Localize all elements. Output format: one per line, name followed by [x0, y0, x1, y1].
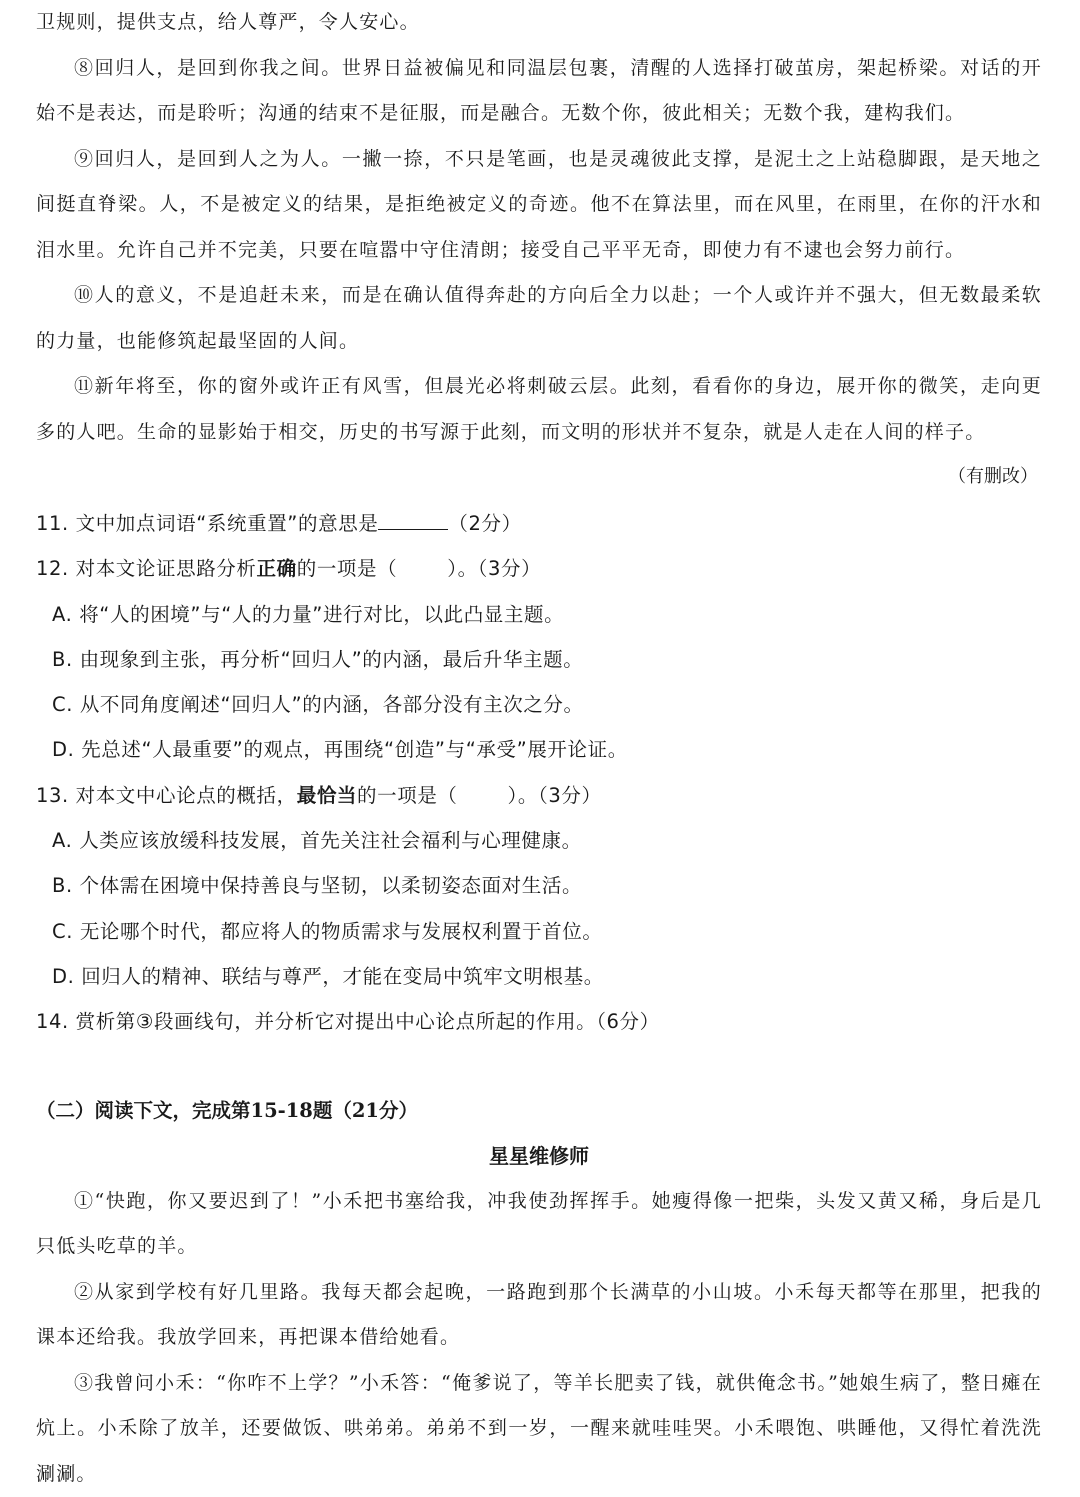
paragraph-7-end: 卫规则，提供支点，给人尊严，令人安心。 — [36, 11, 420, 33]
option-d: D. 回归人的精神、联结与尊严，才能在变局中筑牢文明根基。 — [52, 964, 604, 988]
paragraph-8: ⑧回归人，是回到你我之间。世界日益被偏见和同温层包裹，清醒的人选择打破茧房，架起桥梁。对话的开始不是表达，而是聆听；沟通的结束不是征服，而是融合。无数个你，彼此相关；无数个我，建构我们。 — [36, 56, 1042, 124]
story-title: 星星维修师 — [489, 1143, 589, 1168]
question-11-text: 11. 文中加点词语“系统重置”的意思是 — [36, 512, 379, 535]
option-c: C. 无论哪个时代，都应将人的物质需求与发展权利置于首位。 — [52, 919, 603, 943]
emphasis-word: 最恰当 — [296, 783, 358, 807]
question-11-score: （2分） — [448, 512, 522, 535]
source-note: （有删改） — [948, 466, 1038, 487]
paragraph-10: ⑩人的意义，不是追赶未来，而是在确认值得奔赴的方向后全力以赴；一个人或许并不强大，但无数最柔软的力量，也能修筑起最坚固的人间。 — [36, 284, 1042, 352]
answer-blank[interactable] — [378, 511, 448, 530]
option-b: B. 由现象到主张，再分析“回归人”的内涵，最后升华主题。 — [52, 647, 584, 671]
question-11 — [36, 501, 1042, 546]
option-a: A. 人类应该放缓科技发展，首先关注社会福利与心理健康。 — [52, 829, 582, 853]
paragraph-9: ⑨回归人，是回到人之为人。一撇一捺，不只是笔画，也是灵魂彼此支撑，是泥土之上站稳脚跟，是天地之间挺直脊梁。人，不是被定义的结果，是拒绝被定义的奇迹。他不在算法里，而在风里，在雨里，在你的汗水和泪水里。允许自己并不完美，只要在喧嚣中守住清朗；接受自己平平无奇，即使力有不逮也会努力前行。 — [36, 147, 1042, 261]
story-paragraph-1: ①“快跑，你又要迟到了！”小禾把书塞给我，冲我使劲挥挥手。她瘦得像一把柴，头发又黄又稀，身后是几只低头吃草的羊。 — [36, 1189, 1042, 1258]
story-passage — [36, 1179, 1042, 1497]
section-2-heading: （二）阅读下文，完成第15-18题（21分） — [36, 1098, 419, 1122]
question-14: 14. 赏析第③段画线句，并分析它对提出中心论点所起的作用。（6分） — [36, 1010, 660, 1034]
question-13 — [36, 773, 1042, 818]
question-13-text-cont: 的一项是（ — [357, 783, 458, 807]
question-12-score: ）。（3分） — [447, 557, 542, 581]
question-13-text: 13. 对本文中心论点的概括， — [36, 783, 297, 807]
story-paragraph-2: ②从家到学校有好几里路。我每天都会起晚，一路跑到那个长满草的小山坡。小禾每天都等在那里，把我的课本还给我。我放学回来，再把课本借给她看。 — [36, 1280, 1042, 1349]
essay-passage — [36, 0, 1042, 499]
option-d: D. 先总述“人最重要”的观点，再围绕“创造”与“承受”展开论证。 — [52, 738, 628, 762]
emphasis-word: 正确 — [256, 557, 297, 581]
option-c: C. 从不同角度阐述“回归人”的内涵，各部分没有主次之分。 — [52, 693, 584, 717]
question-12-text-cont: 的一项是（ — [296, 557, 398, 581]
question-12-text: 12. 对本文论证思路分析 — [36, 557, 257, 581]
question-list — [36, 501, 1042, 1045]
story-paragraph-3: ③我曾问小禾：“你咋不上学？”小禾答：“俺爹说了，等羊长肥卖了钱，就供俺念书。”她娘生病了，整日瘫在炕上。小禾除了放羊，还要做饭、哄弟弟。弟弟不到一岁，一醒来就哇哇哭。小禾喂饱、哄睡他，又得忙着洗洗涮涮。 — [36, 1371, 1042, 1485]
option-b: B. 个体需在困境中保持善良与坚韧，以柔韧姿态面对生活。 — [52, 874, 583, 898]
option-a: A. 将“人的困境”与“人的力量”进行对比，以此凸显主题。 — [52, 602, 565, 626]
question-12 — [36, 546, 1042, 591]
paragraph-11: ⑪新年将至，你的窗外或许正有风雪，但晨光必将刺破云层。此刻，看看你的身边，展开你的微笑，走向更多的人吧。生命的显影始于相交，历史的书写源于此刻，而文明的形状并不复杂，就是人走在人间的样子。 — [36, 375, 1042, 443]
question-13-score: ）。（3分） — [507, 783, 602, 807]
